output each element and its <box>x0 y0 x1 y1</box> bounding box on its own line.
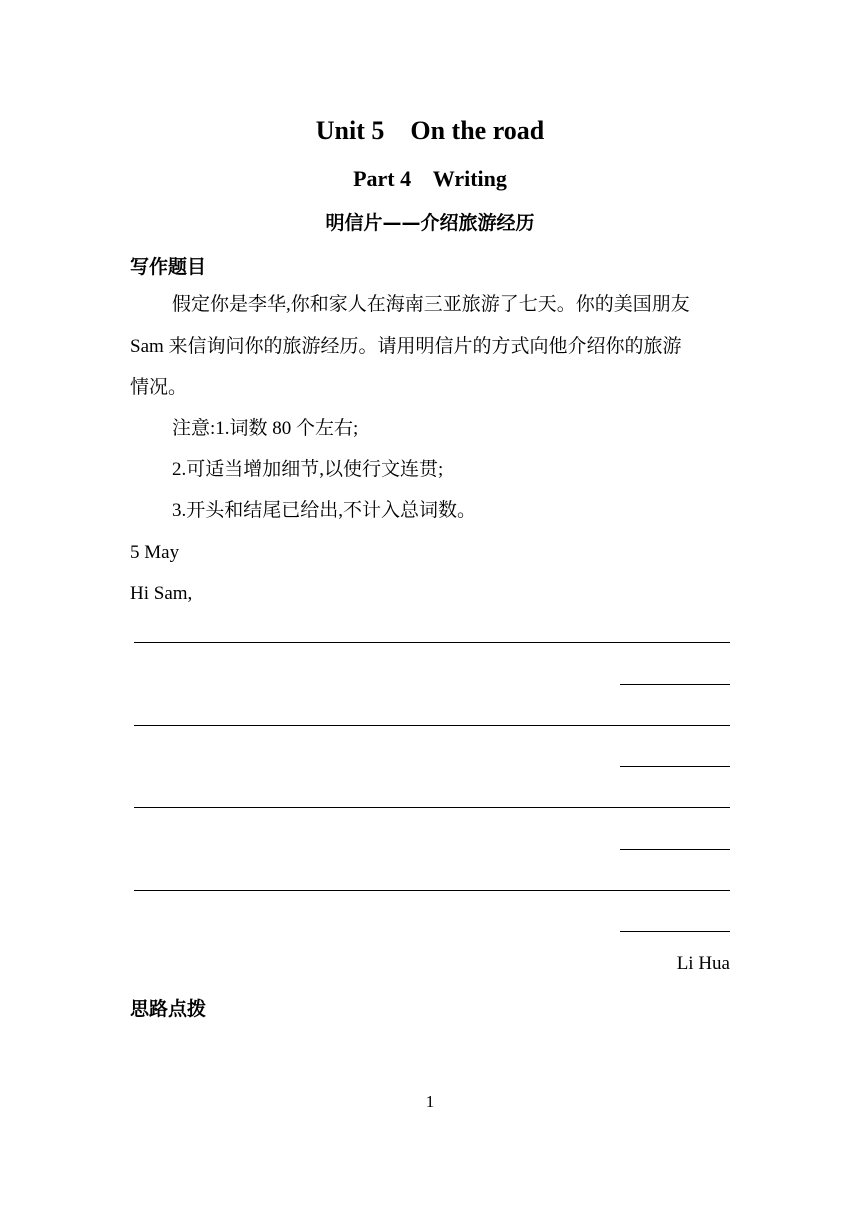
note-line-3: 3.开头和结尾已给出,不计入总词数。 <box>172 500 477 521</box>
writing-line-short[interactable] <box>620 684 730 685</box>
writing-line[interactable] <box>134 725 730 726</box>
prompt-line-3: 情况。 <box>130 377 188 398</box>
note-line-2: 2.可适当增加细节,以使行文连贯; <box>172 459 444 480</box>
writing-line[interactable] <box>134 890 730 891</box>
writing-line[interactable] <box>134 807 730 808</box>
page-subtitle: Part 4 Writing <box>353 166 507 191</box>
letter-date: 5 May <box>130 542 180 563</box>
writing-line[interactable] <box>134 642 730 643</box>
section-heading-prompt: 写作题目 <box>130 256 207 278</box>
prompt-line-1: 假定你是李华,你和家人在海南三亚旅游了七天。你的美国朋友 <box>172 294 690 315</box>
writing-line-short[interactable] <box>620 931 730 932</box>
section-heading-hints: 思路点拨 <box>130 998 207 1020</box>
prompt-line-2: Sam 来信询问你的旅游经历。请用明信片的方式向他介绍你的旅游 <box>130 336 682 357</box>
letter-greeting: Hi Sam, <box>130 583 193 604</box>
writing-line-short[interactable] <box>620 766 730 767</box>
writing-line-short[interactable] <box>620 849 730 850</box>
letter-signature: Li Hua <box>676 953 730 974</box>
page-number: 1 <box>425 1092 435 1111</box>
page-title: Unit 5 On the road <box>315 116 545 145</box>
note-line-1: 注意:1.词数 80 个左右; <box>172 418 359 439</box>
topic-heading: 明信片——介绍旅游经历 <box>325 212 535 234</box>
